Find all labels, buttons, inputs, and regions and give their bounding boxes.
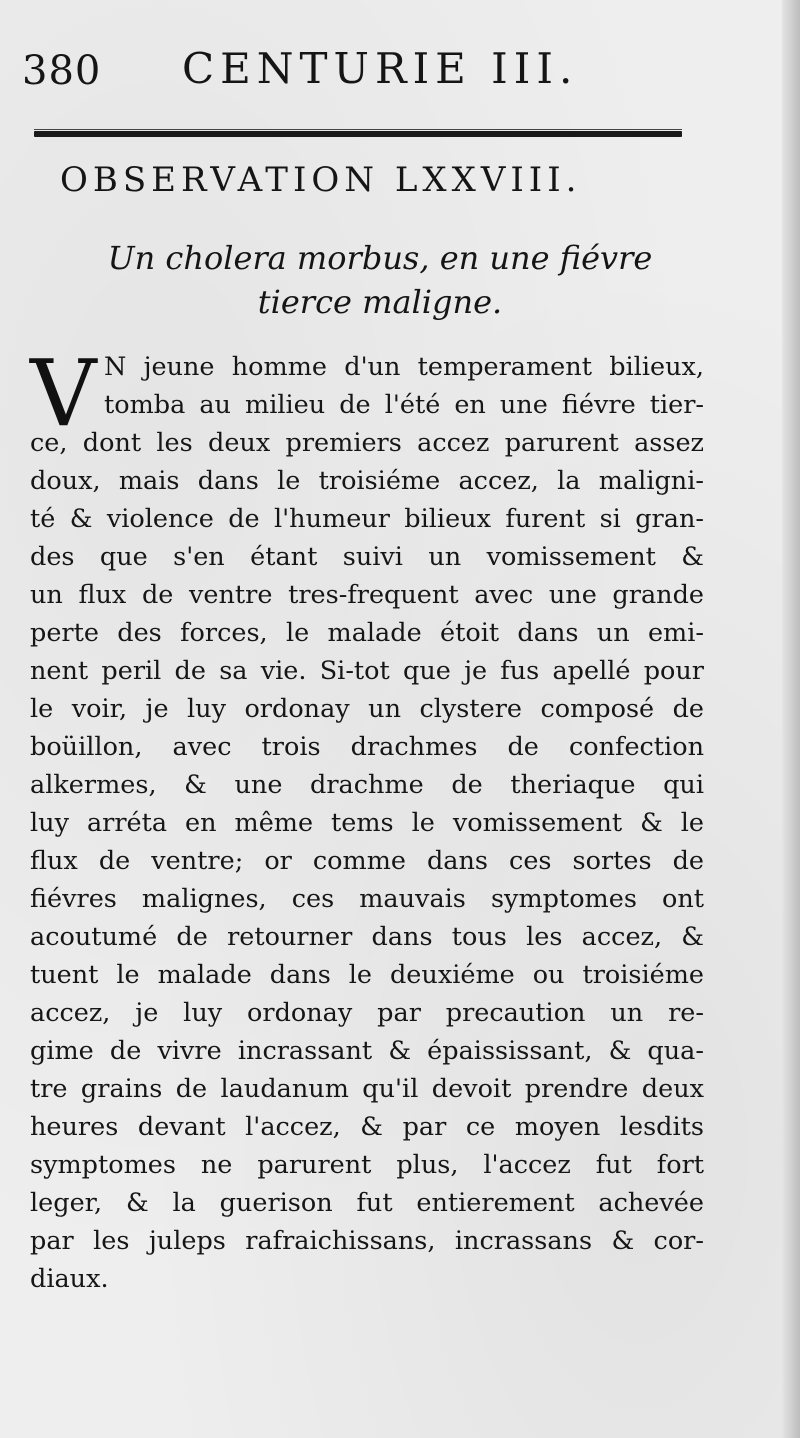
text-line: tuent le malade dans le deuxiéme ou troisiéme <box>30 960 704 990</box>
text-line: boüillon, avec trois drachmes de confection <box>30 732 704 762</box>
text-line-last: diaux. <box>30 1264 109 1294</box>
text-line: té & violence de l'humeur bilieux furent si gran- <box>30 504 704 534</box>
text-line: gime de vivre incrassant & épaississant, & qua- <box>30 1036 704 1066</box>
text-line: un flux de ventre tres-frequent avec une grande <box>30 580 704 610</box>
page-number: 380 <box>22 48 102 94</box>
text-line: symptomes ne parurent plus, l'accez fut fort <box>30 1150 704 1180</box>
header-rule <box>34 131 682 137</box>
running-title: CENTURIE III. <box>182 44 579 93</box>
subtitle-line-2: tierce maligne. <box>257 283 503 321</box>
text-line: N jeune homme d'un temperament bilieux, <box>104 352 704 382</box>
header-rule-thin <box>34 129 682 130</box>
drop-cap: V <box>30 340 97 447</box>
text-line: acoutumé de retourner dans tous les accez, & <box>30 922 704 952</box>
text-line: nent peril de sa vie. Si-tot que je fus apellé pour <box>30 656 704 686</box>
text-line: alkermes, & une drachme de theriaque qui <box>30 770 704 800</box>
text-line: luy arréta en même tems le vomissement & le <box>30 808 704 838</box>
subtitle-line-1: Un cholera morbus, en une fiévre <box>107 239 653 277</box>
text-line: accez, je luy ordonay par precaution un re- <box>30 998 704 1028</box>
text-line: heures devant l'accez, & par ce moyen lesdits <box>30 1112 704 1142</box>
text-line: doux, mais dans le troisiéme accez, la maligni- <box>30 466 704 496</box>
text-line: fiévres malignes, ces mauvais symptomes ont <box>30 884 704 914</box>
text-line: leger, & la guerison fut entierement achevée <box>30 1188 704 1218</box>
text-line: tomba au milieu de l'été en une fiévre tier- <box>104 390 704 420</box>
text-line: des que s'en étant suivi un vomissement & <box>30 542 704 572</box>
observation-heading: OBSERVATION LXXVIII. <box>60 160 582 200</box>
page-edge-shadow <box>782 0 800 1438</box>
observation-subtitle <box>60 236 700 324</box>
text-line: le voir, je luy ordonay un clystere composé de <box>30 694 704 724</box>
running-head <box>22 42 682 98</box>
text-line: ce, dont les deux premiers accez parurent assez <box>30 428 704 458</box>
text-line: flux de ventre; or comme dans ces sortes de <box>30 846 704 876</box>
text-line: perte des forces, le malade étoit dans un emi- <box>30 618 704 648</box>
text-line: par les juleps rafraichissans, incrassans & cor- <box>30 1226 704 1256</box>
text-line: tre grains de laudanum qu'il devoit prendre deux <box>30 1074 704 1104</box>
